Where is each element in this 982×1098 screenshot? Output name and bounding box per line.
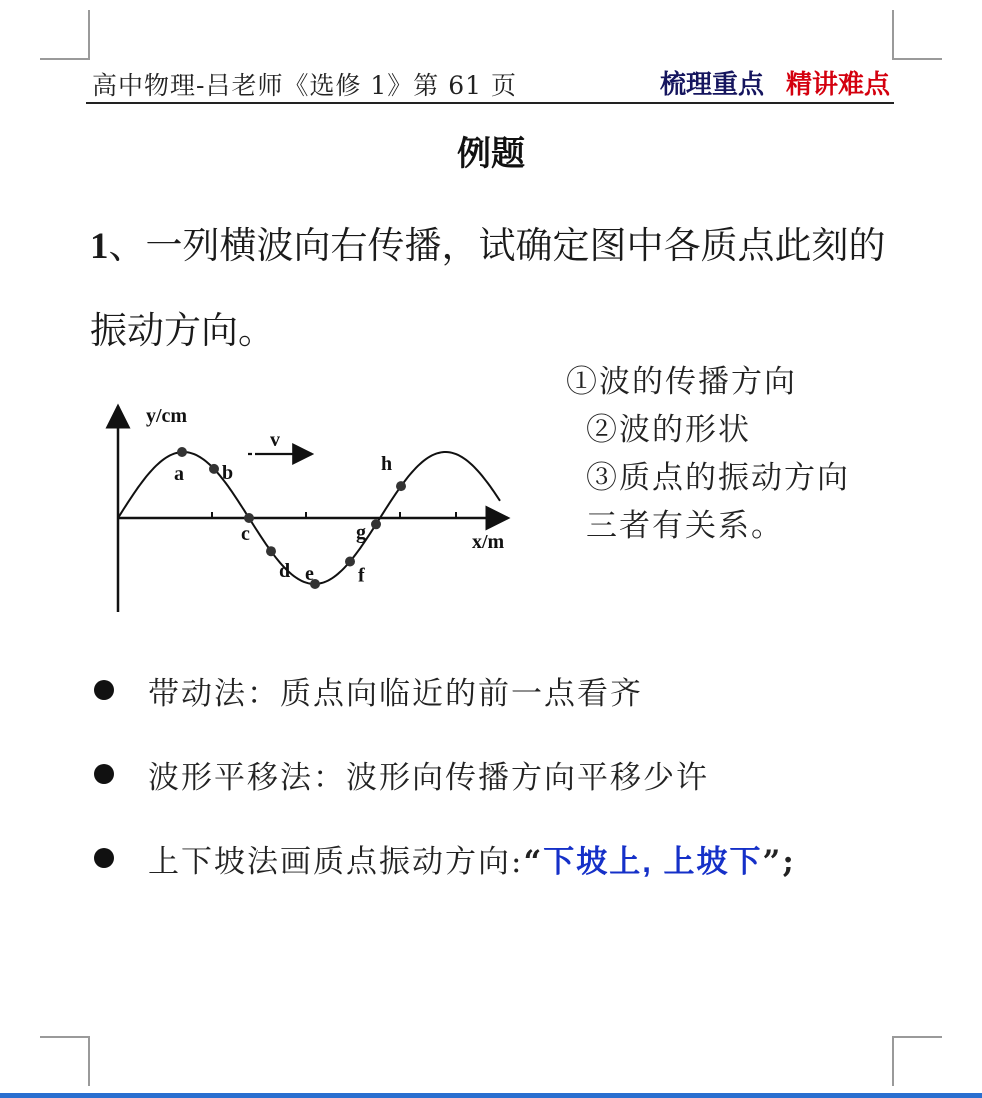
method-item-slope <box>92 830 912 914</box>
point-label-h: h <box>381 453 393 476</box>
note-propagation-direction: ①波的传播方向 <box>566 364 797 400</box>
header-slogan-red: 精讲难点 <box>785 70 890 100</box>
method-list <box>92 662 912 914</box>
crop-mark-bottom-left-v <box>88 1036 90 1086</box>
bullet-icon <box>94 680 114 700</box>
method-text <box>148 836 796 881</box>
method-text: 波形平移法：波形向传播方向平移少许 <box>148 760 709 796</box>
note-wave-shape: ②波的形状 <box>586 412 751 448</box>
crop-mark-bottom-right-h <box>892 1036 942 1038</box>
question-body: 、一列横波向右传播，试确定图中各质点此刻的振动方向。 <box>90 224 886 352</box>
point-label-d: d <box>279 560 291 583</box>
page-header <box>86 62 894 104</box>
method-prefix: 上下坡法画质点振动方向: <box>148 844 524 880</box>
slope-rule-highlight: 下坡上, 上坡下 <box>543 844 763 879</box>
wave-diagram <box>100 392 530 622</box>
quote-open: “ <box>523 844 544 880</box>
question-text <box>90 204 900 373</box>
point-h <box>396 481 406 491</box>
point-label-a: a <box>174 463 184 485</box>
crop-mark-top-left-h <box>40 58 90 60</box>
header-slogan <box>660 64 890 101</box>
header-course-info: 高中物理-吕老师《选修 1》第 61 页 <box>92 71 518 100</box>
method-item-shift <box>92 746 912 830</box>
crop-mark-bottom-left-h <box>40 1036 90 1038</box>
bullet-icon <box>94 764 114 784</box>
point-c <box>244 513 254 523</box>
note-conclusion: 三者有关系。 <box>586 508 784 544</box>
method-text: 带动法：质点向临近的前一点看齐 <box>148 676 643 712</box>
point-d <box>266 546 276 556</box>
point-label-c: c <box>241 523 250 545</box>
page-title: 例题 <box>457 134 525 174</box>
quote-close: ”; <box>762 844 796 880</box>
point-g <box>371 519 381 529</box>
point-f <box>345 557 355 567</box>
crop-mark-top-left-v <box>88 10 90 60</box>
point-label-f: f <box>358 564 365 587</box>
method-item-drive <box>92 662 912 746</box>
note-vibration-direction: ③质点的振动方向 <box>586 460 850 496</box>
point-b <box>209 464 219 474</box>
relationship-notes <box>566 358 850 550</box>
x-axis-label: x/m <box>472 531 505 553</box>
question-number: 1 <box>90 226 109 267</box>
point-label-g: g <box>356 521 366 544</box>
crop-mark-top-right-h <box>892 58 942 60</box>
crop-mark-top-right-v <box>892 10 894 60</box>
point-a <box>177 447 187 457</box>
header-slogan-blue: 梳理重点 <box>659 70 764 100</box>
velocity-label: v <box>270 429 280 451</box>
page-bottom-border <box>0 1093 982 1098</box>
point-label-e: e <box>305 563 314 585</box>
point-label-b: b <box>222 461 234 484</box>
crop-mark-bottom-right-v <box>892 1036 894 1086</box>
bullet-icon <box>94 848 114 868</box>
y-axis-label: y/cm <box>146 405 188 427</box>
